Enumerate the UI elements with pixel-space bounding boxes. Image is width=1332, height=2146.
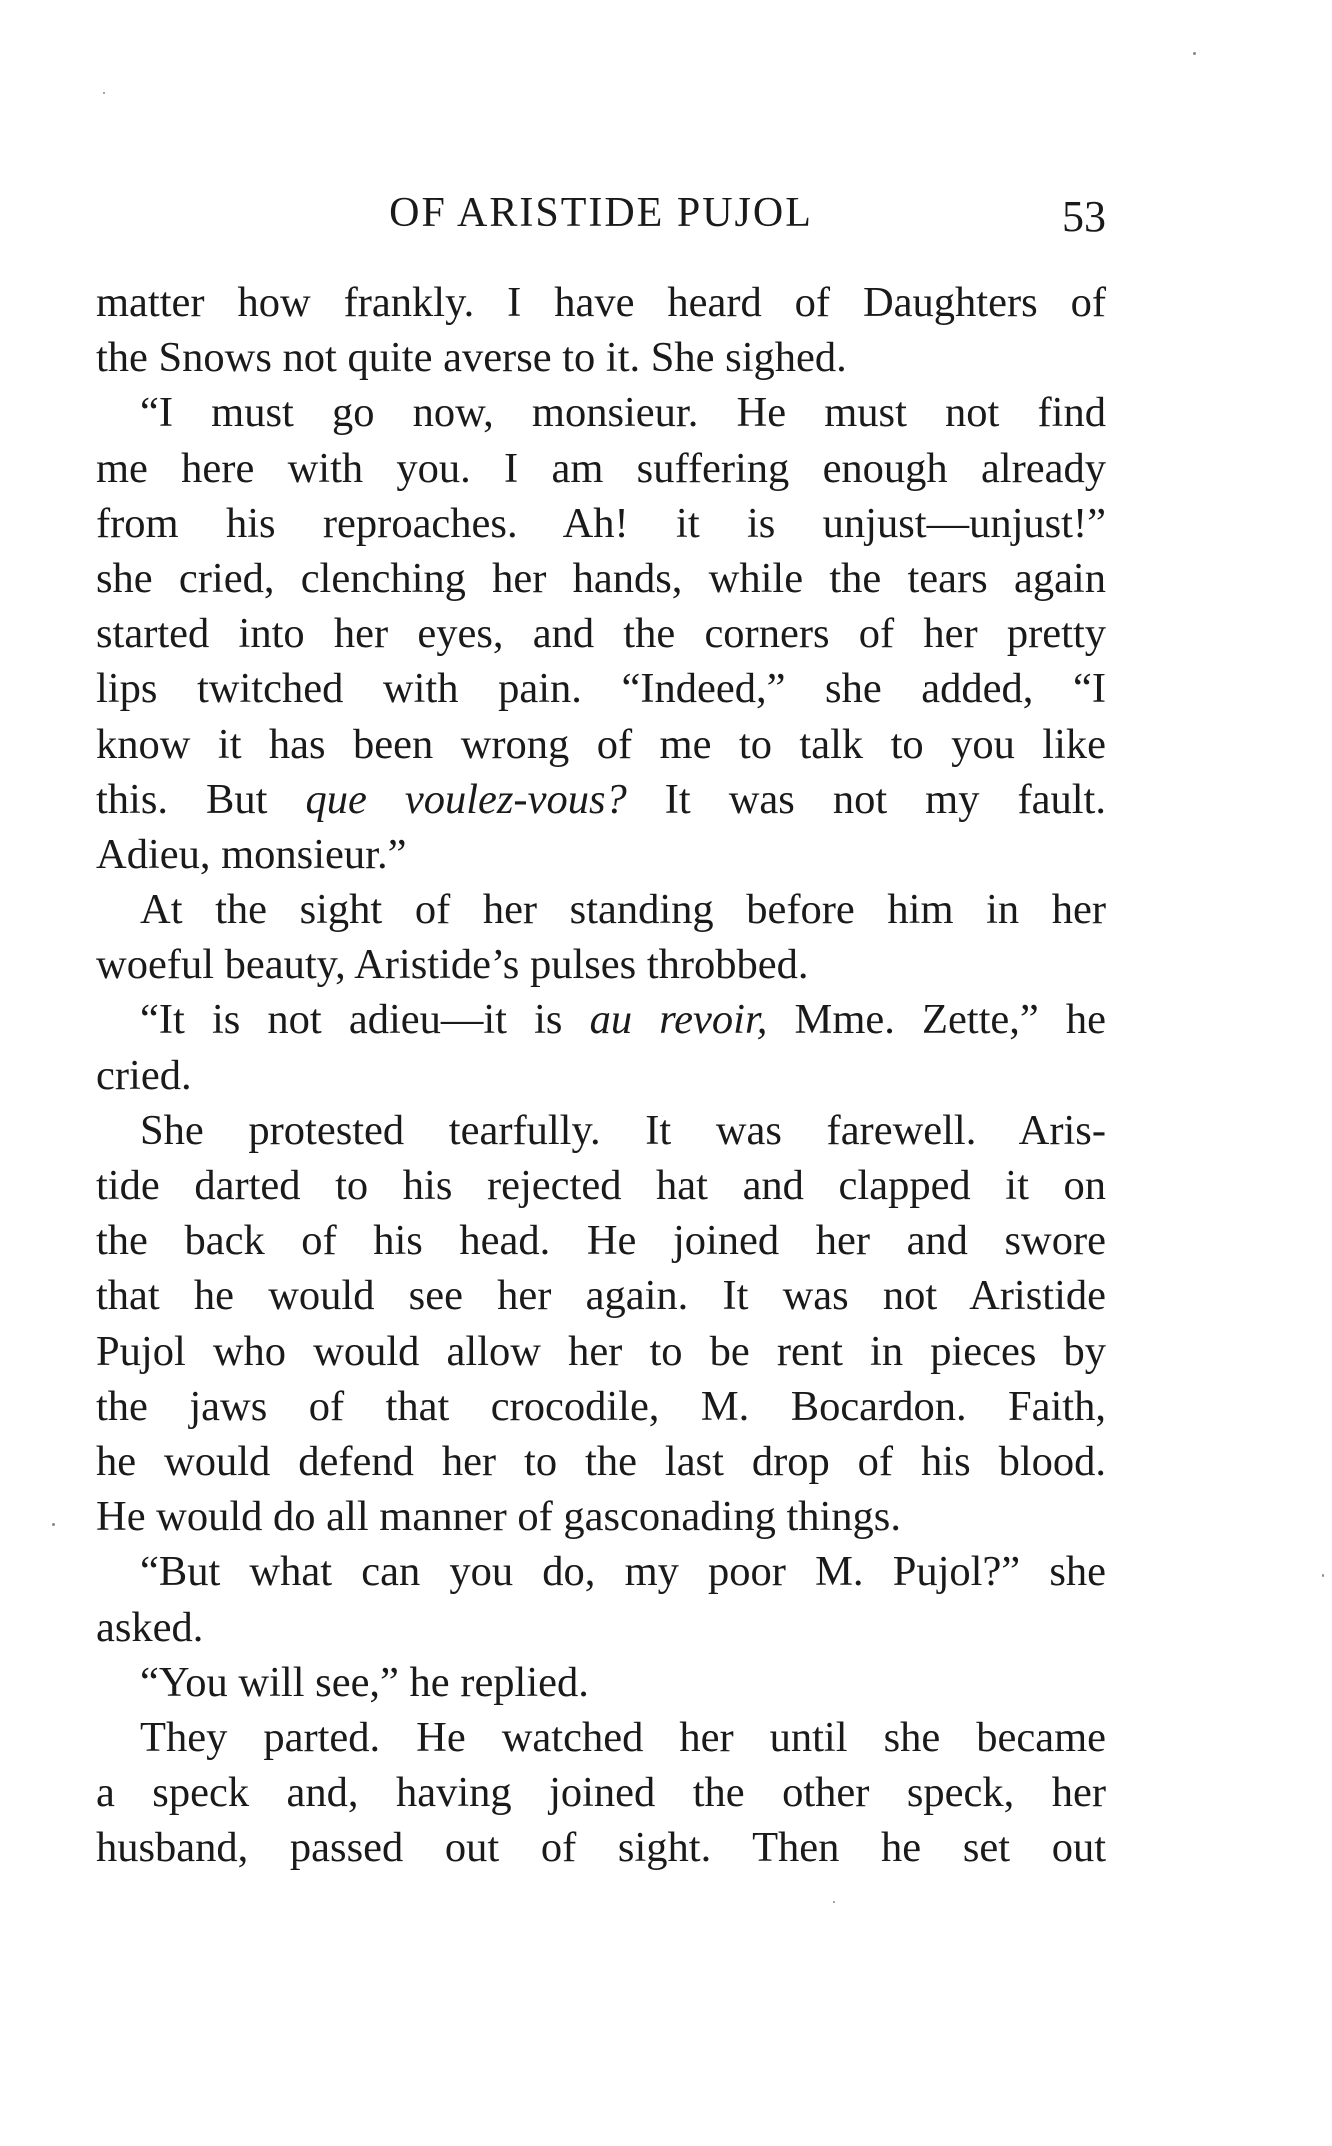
text-line: a speck and, having joined the other speck, her xyxy=(96,1769,1106,1817)
text-line: me here with you. I am suffering enough already xyxy=(96,444,1106,492)
print-speck xyxy=(1322,1574,1324,1577)
text-line: “You will see,” he replied. xyxy=(140,1658,589,1706)
text-line: he would defend her to the last drop of his blood. xyxy=(96,1437,1106,1485)
italic-phrase: au revoir, xyxy=(589,996,768,1044)
print-speck xyxy=(833,1901,835,1903)
text-line: Pujol who would allow her to be rent in pieces by xyxy=(96,1327,1106,1375)
running-title: OF ARISTIDE PUJOL xyxy=(389,190,813,236)
print-speck xyxy=(52,1523,55,1526)
italic-phrase: que voulez-vous? xyxy=(305,775,627,823)
text-line: she cried, clenching her hands, while the tears again xyxy=(96,554,1106,602)
text-line: lips twitched with pain. “Indeed,” she added, “I xyxy=(96,665,1106,713)
body-text xyxy=(96,275,1106,1875)
text-line: started into her eyes, and the corners of her pretty xyxy=(96,610,1106,658)
text-line: “But what can you do, my poor M. Pujol?” she xyxy=(140,1548,1106,1596)
text-line: Adieu, monsieur.” xyxy=(96,830,407,878)
page-header xyxy=(96,183,1106,243)
text-line: this. But que voulez-vous? It was not my fault. xyxy=(96,775,1106,823)
text-line: the Snows not quite averse to it. She sighed. xyxy=(96,334,847,382)
text-line: the jaws of that crocodile, M. Bocardon. Faith, xyxy=(96,1382,1106,1430)
text-line: They parted. He watched her until she became xyxy=(140,1713,1106,1761)
text-line: He would do all manner of gasconading things. xyxy=(96,1493,901,1541)
text-line: woeful beauty, Aristide’s pulses throbbed. xyxy=(96,941,809,989)
print-speck xyxy=(103,92,105,94)
text-line: matter how frankly. I have heard of Daughters of xyxy=(96,279,1106,326)
text-line: husband, passed out of sight. Then he set out xyxy=(96,1824,1106,1872)
text-line: She protested tearfully. It was farewell. Aris- xyxy=(140,1106,1106,1154)
text-line: from his reproaches. Ah! it is unjust—unjust!” xyxy=(96,499,1106,547)
text-line: know it has been wrong of me to talk to you like xyxy=(96,720,1106,768)
text-line: “I must go now, monsieur. He must not find xyxy=(140,389,1106,437)
text-line: “It is not adieu—it is au revoir, Mme. Zette,” he xyxy=(140,996,1107,1044)
text-line: tide darted to his rejected hat and clapped it on xyxy=(96,1162,1106,1209)
text-line: that he would see her again. It was not Aristide xyxy=(96,1272,1106,1320)
text-line: the back of his head. He joined her and swore xyxy=(96,1217,1106,1265)
text-line: asked. xyxy=(96,1603,204,1651)
page-number: 53 xyxy=(1062,192,1106,241)
text-line: At the sight of her standing before him in her xyxy=(140,886,1106,934)
text-line: cried. xyxy=(96,1051,192,1099)
print-speck xyxy=(1193,52,1196,55)
